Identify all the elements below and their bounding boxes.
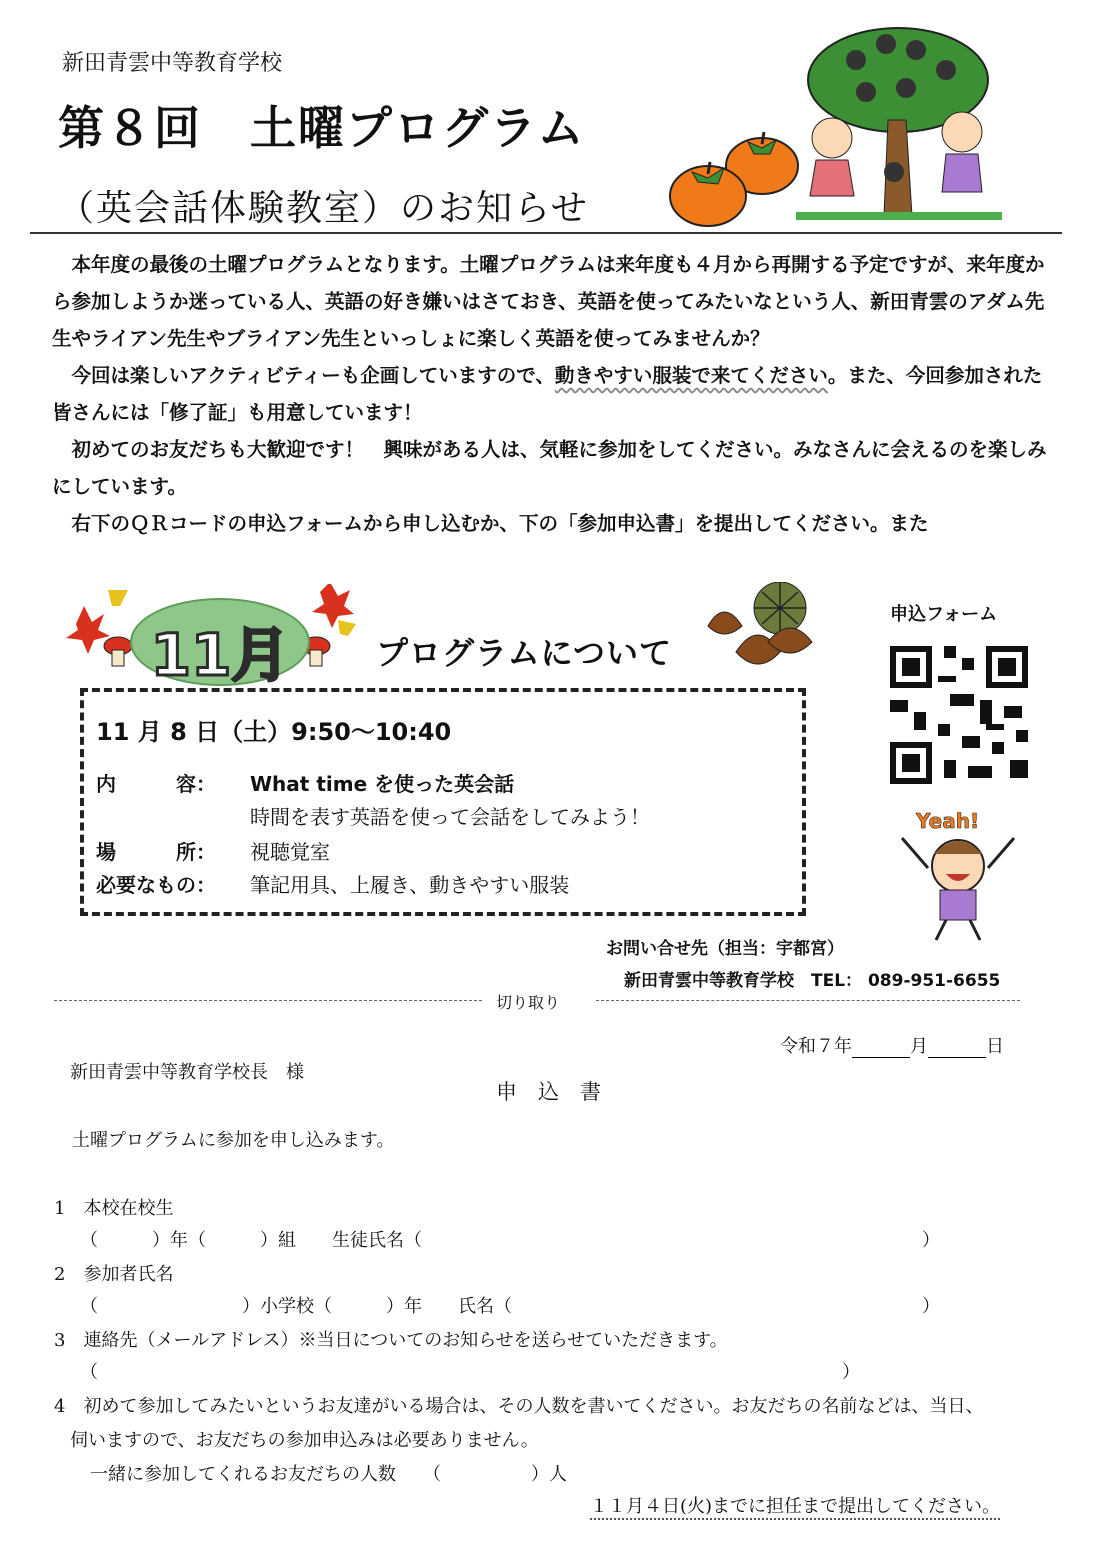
q1-heading: 1 本校在校生 <box>54 1198 174 1219</box>
items-value: 筆記用具、上履き、動きやすい服装 <box>250 873 570 897</box>
paragraph-2-a: 今回は楽しいアクティビティーも企画していますので、 <box>71 364 555 387</box>
place-value: 視聴覚室 <box>250 840 330 864</box>
form-intro: 土曜プログラムに参加を申し込みます。 <box>72 1130 395 1151</box>
content-title: What time を使った英会話 <box>250 772 515 796</box>
q3-heading: 3 連絡先（メールアドレス）※当日についてのお知らせを送らせていただきます。 <box>54 1330 728 1351</box>
deadline-note: １１月４日(火)までに担任まで提出してください。 <box>590 1492 1000 1520</box>
paragraph-3: 初めてのお友だちも大歓迎です！ 興味がある人は、気軽に参加をしてください。みなさんに会えるのを楽しみにしています。 <box>52 438 1047 498</box>
month-badge <box>130 598 310 689</box>
header-divider <box>30 232 1062 234</box>
paragraph-4: 右下のＱＲコードの申込フォームから申し込むか、下の「参加申込書」を提出してください。また <box>71 512 929 535</box>
school-name: 新田青雲中等教育学校 <box>62 51 283 76</box>
place-label: 場 所： <box>96 840 216 864</box>
paragraph-2-b: 。また、今回参加された皆さんには「修了証」も用意しています！ <box>52 364 1043 424</box>
page-subtitle: （英会話体験教室）のお知らせ <box>58 188 589 229</box>
qr-code[interactable] <box>884 640 1034 790</box>
items-label: 必要なもの： <box>96 873 216 897</box>
yeah-text: Yeah! <box>916 809 980 833</box>
month-badge-label: 11月 <box>150 621 290 689</box>
form-date <box>780 1032 1004 1058</box>
page-title: 第８回 土曜プログラム <box>58 101 586 155</box>
contact-phone: 新田青雲中等教育学校 TEL： 089-951-6655 <box>624 971 1001 991</box>
persimmon-illustration <box>664 124 804 234</box>
q2-fields[interactable]: （ ）小学校（ ）年 氏名（ <box>80 1296 512 1317</box>
form-day-label: 日 <box>986 1036 1004 1057</box>
form-month-label: 月 <box>910 1036 928 1057</box>
form-month-blank[interactable] <box>852 1039 910 1058</box>
form-title: 申 込 書 <box>496 1080 601 1104</box>
content-description: 時間を表す英語を使って会話をしてみよう！ <box>250 805 650 829</box>
chestnut-illustration <box>702 582 822 682</box>
cut-line-left <box>54 1000 482 1001</box>
paragraph-2-emphasis: 動きやすい服装で来てください <box>554 364 828 387</box>
q2-close-paren: ） <box>922 1296 940 1317</box>
yeah-kid-illustration <box>888 804 1028 944</box>
q1-close-paren: ） <box>922 1230 940 1251</box>
paragraph-2 <box>52 357 1052 431</box>
q2-heading: 2 参加者氏名 <box>54 1264 174 1285</box>
paragraph-1: 本年度の最後の土曜プログラムとなります。土曜プログラムは来年度も４月から再開する予定ですが、来年度から参加しようか迷っている人、英語の好き嫌いはさておき、英語を使ってみたいなという人、新田青雲のアダム先生やライアン先生やブライアン先生といっしょに楽しく英語を使ってみませんか？ <box>52 253 1045 350</box>
form-day-blank[interactable] <box>928 1039 986 1058</box>
q4-line-1: 4 初めて参加してみたいというお友達がいる場合は、その人数を書いてください。お友だちの名前などは、当日、 <box>54 1396 984 1417</box>
program-heading: プログラムについて <box>376 634 673 672</box>
qr-label: 申込フォーム <box>890 604 998 625</box>
q1-fields[interactable]: （ ）年（ ）組 生徒氏名（ <box>80 1230 422 1251</box>
event-date: 11 月 8 日（土）9:50～10:40 <box>96 718 452 746</box>
cut-label: 切り取り <box>496 993 561 1012</box>
tree-kids-illustration <box>796 20 1002 226</box>
form-addressee: 新田青雲中等教育学校長 様 <box>70 1062 304 1083</box>
q3-close-paren: ） <box>842 1362 860 1383</box>
content-label: 内 容： <box>96 772 216 796</box>
contact-person: お問い合せ先（担当：宇都宮） <box>606 939 844 959</box>
q3-open-paren[interactable]: （ <box>80 1362 98 1383</box>
q4-friends-count[interactable]: 一緒に参加してくれるお友だちの人数 （ ）人 <box>90 1464 567 1485</box>
form-date-prefix: 令和７年 <box>780 1036 852 1057</box>
q4-line-2: 伺いますので、お友だちの参加申込みは必要ありません。 <box>70 1430 539 1451</box>
intro-text <box>52 246 1052 542</box>
cut-line-right <box>596 1000 1020 1001</box>
